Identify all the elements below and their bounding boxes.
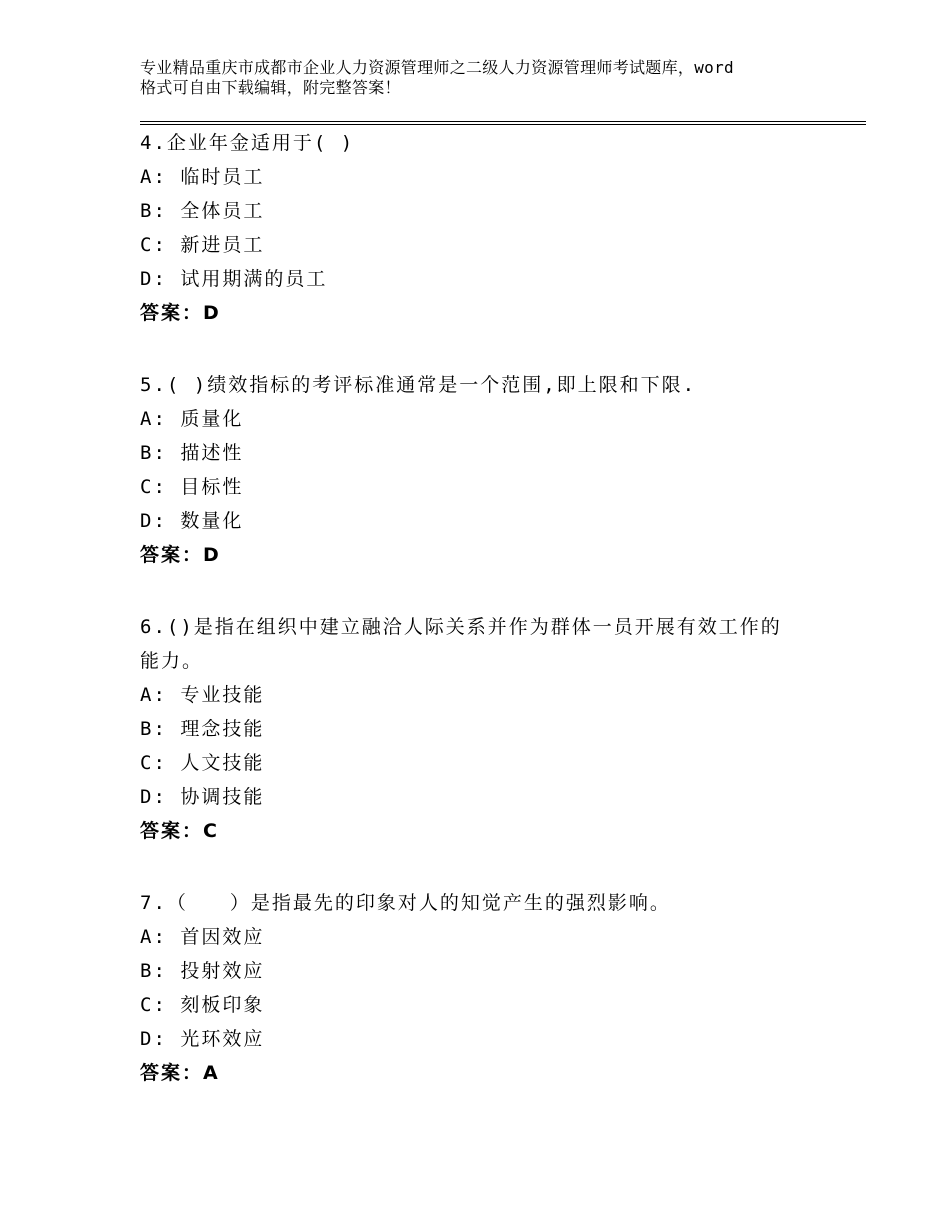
question-4 <box>140 126 820 330</box>
option-a: A: 首因效应 <box>140 926 265 948</box>
option-a: A: 质量化 <box>140 408 244 430</box>
answer-label: 答案：D <box>140 544 221 566</box>
option-c: C: 目标性 <box>140 476 244 498</box>
option-c: C: 刻板印象 <box>140 994 265 1016</box>
answer-label: 答案：D <box>140 302 221 324</box>
question-list <box>140 126 820 1128</box>
option-b: B: 理念技能 <box>140 718 265 740</box>
option-d: D: 试用期满的员工 <box>140 268 328 290</box>
question-stem-line-2: 能力。 <box>140 650 204 672</box>
option-b: B: 投射效应 <box>140 960 265 982</box>
question-stem: 4.企业年金适用于( ) <box>140 132 355 154</box>
answer-label: 答案：A <box>140 1062 220 1084</box>
question-stem: 5.( )绩效指标的考评标准通常是一个范围,即上限和下限. <box>140 374 697 396</box>
option-c: C: 人文技能 <box>140 752 265 774</box>
header-line-1: 专业精品重庆市成都市企业人力资源管理师之二级人力资源管理师考试题库，word <box>140 58 734 77</box>
answer-label: 答案：C <box>140 820 219 842</box>
header-line-2: 格式可自由下载编辑，附完整答案！ <box>140 78 401 97</box>
question-stem: 7.（ ）是指最先的印象对人的知觉产生的强烈影响。 <box>140 892 671 914</box>
question-6 <box>140 610 820 848</box>
option-b: B: 全体员工 <box>140 200 265 222</box>
option-d: D: 数量化 <box>140 510 244 532</box>
option-c: C: 新进员工 <box>140 234 265 256</box>
question-stem-line-1: 6.()是指在组织中建立融洽人际关系并作为群体一员开展有效工作的 <box>140 616 782 638</box>
header-divider-bottom <box>140 124 866 125</box>
option-d: D: 光环效应 <box>140 1028 265 1050</box>
option-a: A: 专业技能 <box>140 684 265 706</box>
option-a: A: 临时员工 <box>140 166 265 188</box>
header-divider-top <box>140 121 866 122</box>
question-7 <box>140 886 820 1090</box>
question-5 <box>140 368 820 572</box>
document-header <box>140 58 820 98</box>
option-d: D: 协调技能 <box>140 786 265 808</box>
option-b: B: 描述性 <box>140 442 244 464</box>
